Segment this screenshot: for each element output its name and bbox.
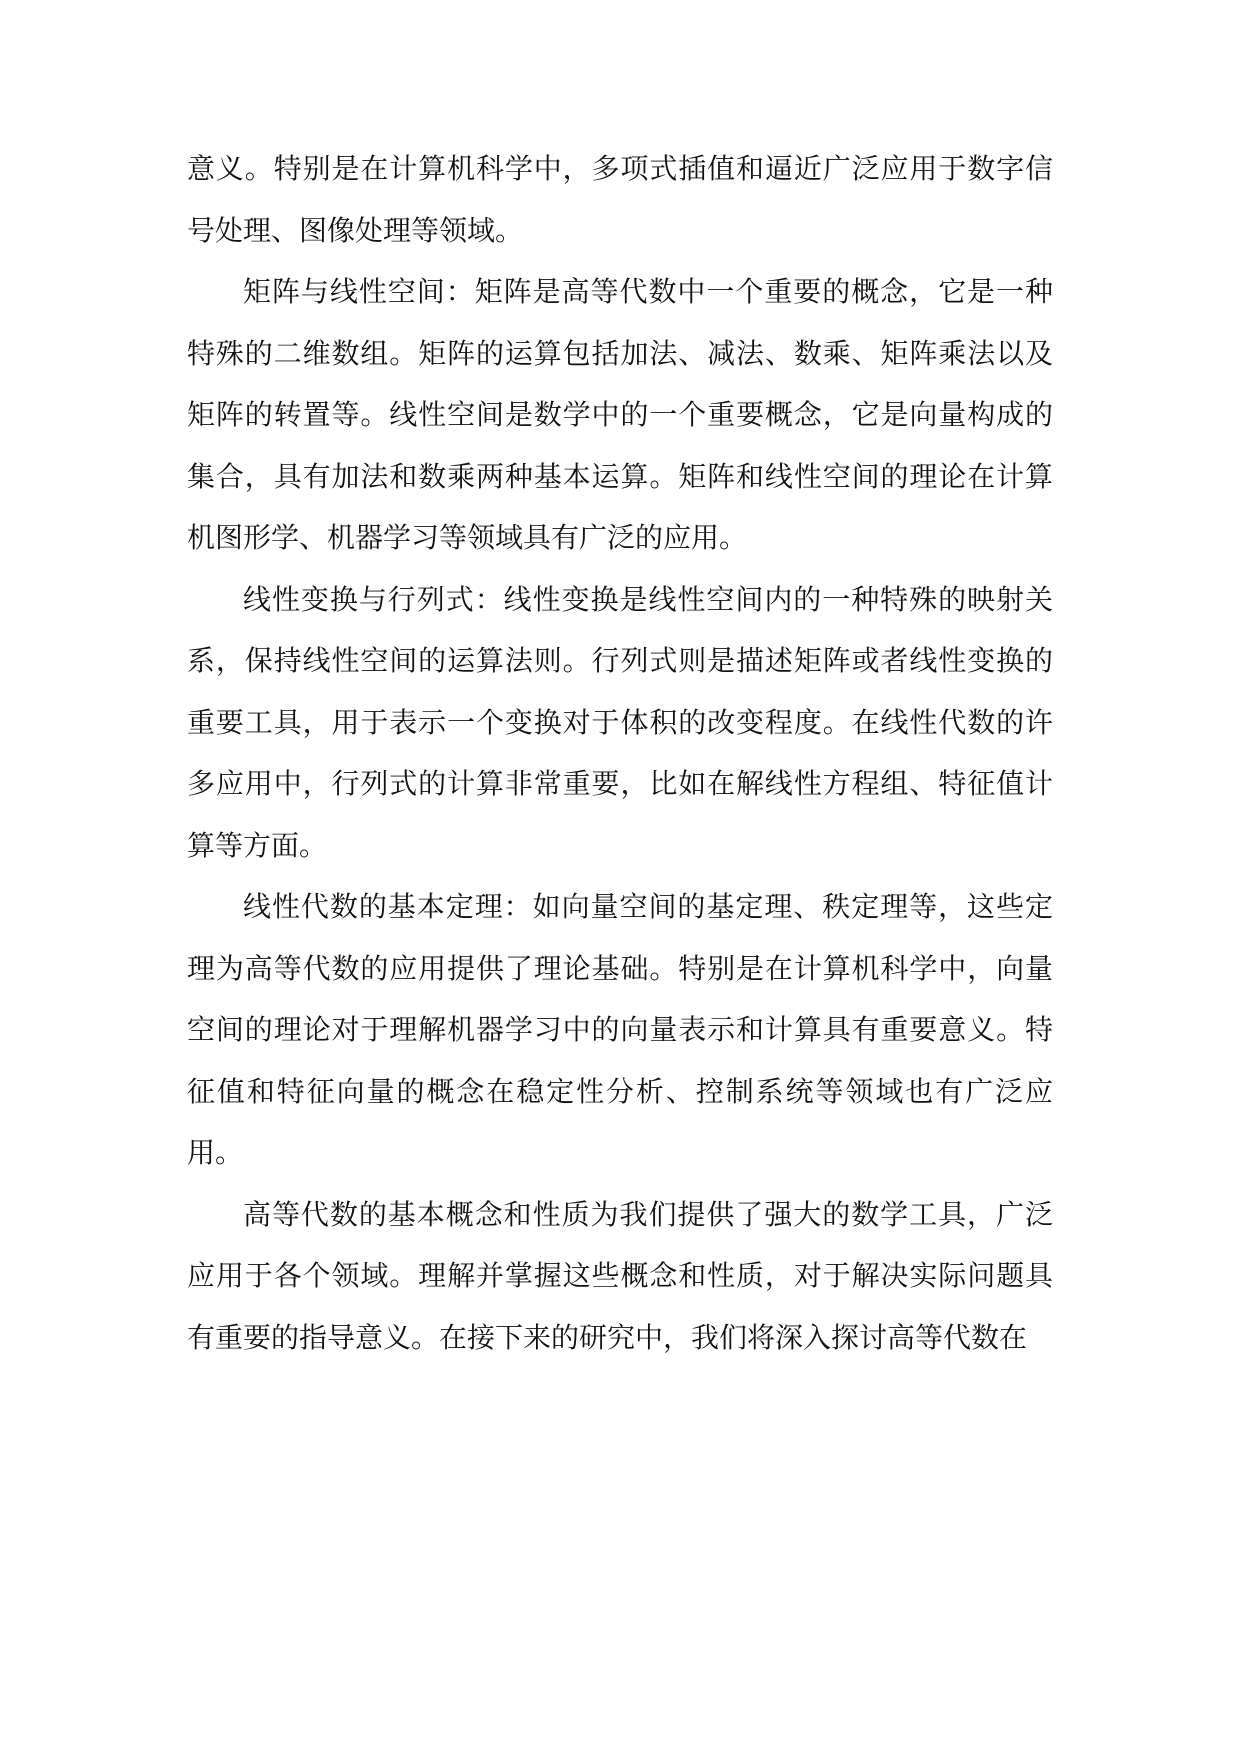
paragraph-fundamental-theorems: 线性代数的基本定理：如向量空间的基定理、秩定理等，这些定理为高等代数的应用提供了理论基础。特别是在计算机科学中，向量空间的理论对于理解机器学习中的向量表示和计算具有重要意义。特征值和特征向量的概念在稳定性分析、控制系统等领域也有广泛应用。 xyxy=(187,890,1053,1169)
paragraph-continuation: 意义。特别是在计算机科学中，多项式插值和逼近广泛应用于数字信号处理、图像处理等领域。 xyxy=(187,152,1053,247)
document-body xyxy=(187,138,1053,1368)
paragraph-linear-transformation-determinant: 线性变换与行列式：线性变换是线性空间内的一种特殊的映射关系，保持线性空间的运算法则。行列式则是描述矩阵或者线性变换的重要工具，用于表示一个变换对于体积的改变程度。在线性代数的许多应用中，行列式的计算非常重要，比如在解线性方程组、特征值计算等方面。 xyxy=(187,582,1053,862)
paragraph-summary: 高等代数的基本概念和性质为我们提供了强大的数学工具，广泛应用于各个领域。理解并掌握这些概念和性质，对于解决实际问题具有重要的指导意义。在接下来的研究中，我们将深入探讨高等代数在 xyxy=(187,1197,1053,1354)
paragraph-matrix-linear-space: 矩阵与线性空间：矩阵是高等代数中一个重要的概念，它是一种特殊的二维数组。矩阵的运算包括加法、减法、数乘、矩阵乘法以及矩阵的转置等。线性空间是数学中的一个重要概念，它是向量构成的集合，具有加法和数乘两种基本运算。矩阵和线性空间的理论在计算机图形学、机器学习等领域具有广泛的应用。 xyxy=(187,275,1053,554)
